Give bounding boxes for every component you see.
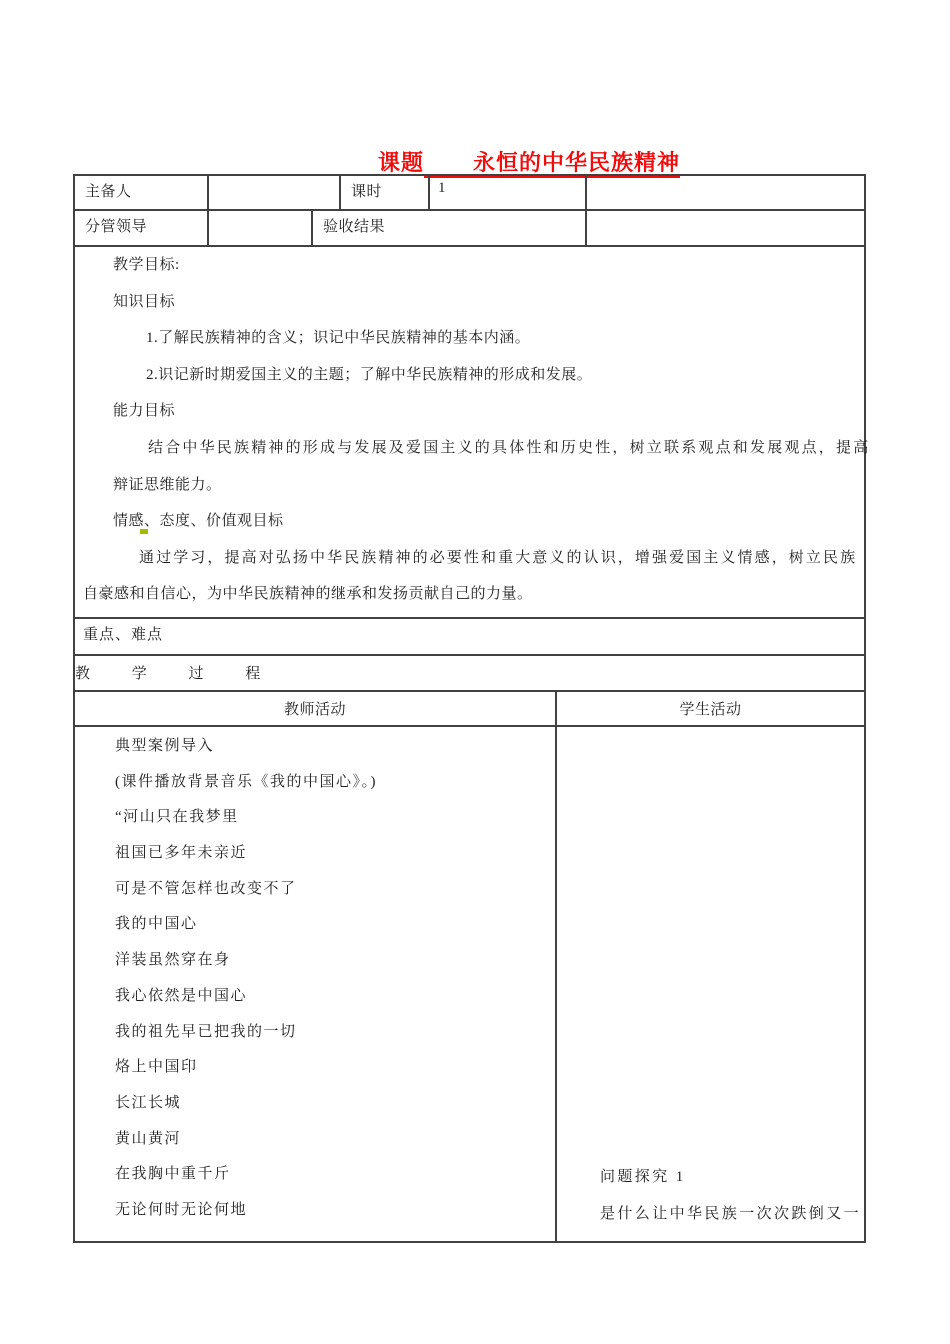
teacher-activity-line: “河山只在我梦里 [115,809,239,826]
acceptance-result-value [587,211,864,245]
proofing-mark [140,529,148,534]
goal-line: 能力目标 [113,403,176,420]
teacher-activity-line: 可是不管怎样也改变不了 [115,880,297,897]
teacher-activity-line: 我的中国心 [115,916,198,933]
table-row [75,247,871,619]
teacher-activity-line: 在我胸中重千斤 [115,1166,231,1183]
goal-line: 通过学习，提高对弘扬中华民族精神的必要性和重大意义的认识，增强爱国主义情感，树立民族 [139,549,858,566]
student-activity-header: 学生活动 [679,702,742,718]
teacher-activity-line: 祖国已多年未亲近 [115,845,248,862]
teacher-activity-line: 我的祖先早已把我的一切 [115,1023,297,1040]
supervisor-label: 分管领导 [75,211,209,245]
table-row [75,692,864,727]
teaching-goals-cell [75,247,871,617]
teacher-activity-line: 黄山黄河 [115,1130,182,1147]
goal-line: 辩证思维能力。 [113,476,222,493]
acceptance-result-label: 验收结果 [313,211,587,245]
goal-line: 2.识记新时期爱国主义的主题；了解中华民族精神的形成和发展。 [146,366,593,383]
class-hours-label: 课时 [341,176,430,209]
teacher-activity-line: 烙上中国印 [115,1059,198,1076]
teacher-activity-line: (课件播放背景音乐《我的中国心》。) [115,773,377,790]
table-row [75,211,864,247]
goal-line: 教学目标: [113,257,180,273]
student-activity-line: 问题探究 1 [600,1169,686,1185]
table-row [75,727,864,1241]
goal-line: 1.了解民族精神的含义；识记中华民族精神的基本内涵。 [146,330,531,347]
goal-line: 自豪感和自信心，为中华民族精神的继承和发扬贡献自己的力量。 [83,586,533,603]
supervisor-value [209,211,313,245]
table-row [75,176,864,211]
page-title-main: 永恒的中华民族精神 [473,150,681,175]
goal-line: 知识目标 [113,293,176,310]
teacher-activity-line: 长江长城 [115,1094,182,1111]
goal-line: 情感、态度、价值观目标 [113,513,284,530]
student-activity-cell [557,727,864,1241]
lead-preparer-value [209,176,341,209]
lead-preparer-label: 主备人 [75,176,209,209]
page-title-prefix: 课题 [378,150,425,175]
lesson-plan-table [73,174,871,1243]
teacher-activity-line: 我心依然是中国心 [115,987,248,1004]
goal-line: 结合中华民族精神的形成与发展及爱国主义的具体性和历史性，树立联系观点和发展观点，提高 [148,439,871,456]
student-activity-line: 是什么让中华民族一次次跌倒又一 [600,1206,862,1222]
teacher-activity-line: 洋装虽然穿在身 [115,952,231,969]
teacher-activity-line: 典型案例导入 [115,738,215,754]
class-hours-value: 1 [430,176,587,209]
teaching-process-header: 教 学 过 程 [75,656,864,692]
teacher-activity-header: 教师活动 [75,692,557,725]
key-difficult-points-row: 重点、难点 [75,619,864,656]
teacher-activity-cell [75,727,557,1241]
teacher-activity-line: 无论何时无论何地 [115,1201,248,1218]
empty-cell [587,176,864,209]
